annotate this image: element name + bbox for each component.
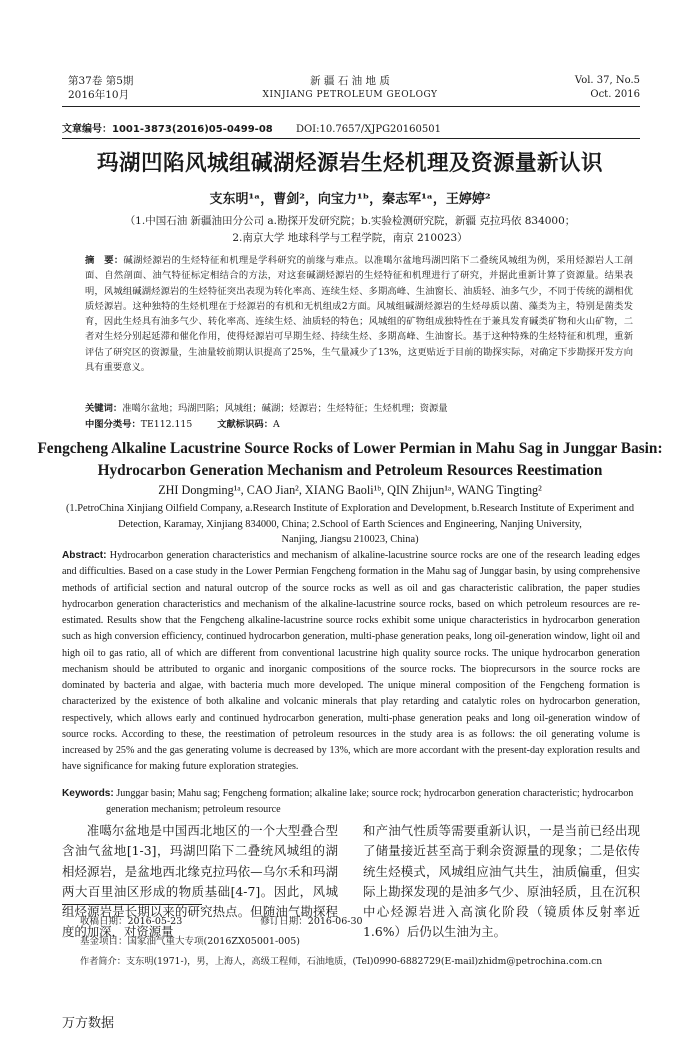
keywords-cn-label: 关键词：	[85, 403, 123, 414]
title-en-line: Fengcheng Alkaline Lacustrine Source Rocks of Lower Permian in Mahu Sag in Junggar Basin:	[37, 440, 663, 457]
authors-en: ZHI Dongming¹ᵃ, CAO Jian², XIANG Baoli¹ᵇ, QIN Zhijun¹ᵃ, WANG Tingting²	[158, 483, 542, 497]
abstract-cn-text: 碱湖烃源岩的生烃特征和机理是学科研究的前缘与难点。以准噶尔盆地玛湖凹陷下二叠统风城组为例，采用烃源岩人工剖面、自然剖面、油气特征标定相结合的方法，对这套碱湖烃源岩的生烃特征和机理进行了研究，并据此重新计算了资源量。结果表明，风城组碱湖烃源岩的生烃特征突出表现为转化率高、连续生烃、多期高峰、生油窗长、油质轻、油多气少，不同于传统的湖相优质烃源岩。这种独特的生烃机理在于烃源岩的有机和无机组成2方面。风城组碱湖烃源岩的生烃母质以菌、藻类为主，特别是菌类发育，因此生烃具有油多气少、转化率高、连续生烃、油质轻的特色；风城组的矿物组成独特性在于兼具发育碱类矿物和火山矿物，二者对生烃分别起延滞和催化作用，使得烃源岩可早期生烃、持续生烃、多期高峰、生油窗长。基于这种特殊的生烃特征和机理，重新评估了研究区的资源量，生油量较前期认识提高了25%，生气量减少了13%，这更贴近于目前的勘探实际，对确定下步勘探开发方向具有重要意义。	[85, 255, 633, 374]
affiliation-cn-line: 2.南京大学 地球科学与工程学院，南京 210023）	[232, 232, 468, 244]
keywords-cn-text: 准噶尔盆地；玛湖凹陷；风城组；碱湖；烃源岩；生烃特征；生烃机理；资源量	[122, 403, 448, 414]
date-en: Oct. 2016	[590, 89, 640, 100]
article-number-label: 文章编号：	[62, 124, 112, 135]
authors-cn: 支东明¹ᵃ，曹剑²，向宝力¹ᵇ，秦志军¹ᵃ，王婷婷²	[209, 192, 491, 207]
clc-code: TE112.115	[140, 419, 193, 430]
affiliations-en	[60, 501, 640, 548]
title-en	[0, 438, 700, 482]
affiliation-en-line: (1.PetroChina Xinjiang Oilfield Company, a.Research Institute of Exploration and Development, b.Research Institute of Experiment and	[65, 503, 635, 514]
keywords-en	[62, 786, 640, 818]
abstract-en-label: Abstract:	[62, 550, 107, 561]
abstract-en	[62, 548, 640, 776]
footnote-dates	[80, 913, 363, 927]
revised-date: 修订日期：2016-06-30	[260, 916, 363, 927]
volume-issue-en: Vol. 37, No.5	[574, 75, 640, 86]
footnote-author: 作者简介：支东明(1971-)，男，上海人，高级工程师，石油地质，(Tel)0990-6882729(E-mail)zhidm@petrochina.com.cn	[80, 956, 603, 967]
article-number: 1001-3873(2016)05-0499-08	[112, 124, 273, 135]
body-column-right	[363, 821, 640, 943]
keywords-en-continued: generation mechanism; petroleum resource	[106, 804, 281, 815]
abstract-en-text: Hydrocarbon generation characteristics and mechanism of alkaline-lacustrine source rocks are one of the research leading edges and difficulties. Based on a case study in the Lower Permian Fengcheng formation in the Mahu sag of Junggar basin, by using comprehensive methods of artificial section and natural outcrop of the source rocks as well as oil and gas characteristic calibration, the paper studies hydrocarbon generation characteristics and mechanism of the alkaline-lacustrine source rocks, based on which petroleum resources are re-estimated. Results show that the Fengcheng alkaline-lacustrine source rocks exhibit some unique characteristics in hydrocarbon generation such as high conversion efficiency, continued hydrocarbon generation, multi-phase generation peaks, long oil-generation window, light oil and high oil to gas ratio, all of which are different from conventional lacustrine high quality source rocks. The unique hydrocarbon generation mechanism should be attributed to organic and inorganic compositions of the source rocks. The bioprecursors in the source rocks are dominated by bacteria and algae, with bacteria much more developed. The unique mineral composition of the Fengcheng formation is characterized by the existence of both alkaline and volcanic minerals that play retarding and catalytic roles on hydrocarbon generation, respectively, which allows early and continued hydrocarbon generation, multi-phase generation peaks and long oil-generation window of source rocks. According to these, the reestimation of petroleum resources in the study area is as follows: the oil generating volume is increased by 25% and the gas generating volume is decreased by 13%, which are more accordant with the present-day exploration results and have significance for making future exploration strategies.	[62, 550, 640, 773]
journal-name-en: XINJIANG PETROLEUM GEOLOGY	[262, 90, 438, 100]
affiliation-en-line: Nanjing, Jiangsu 210023, China)	[281, 534, 419, 545]
title-en-line: Hydrocarbon Generation Mechanism and Petroleum Resources Reestimation	[97, 462, 603, 479]
abstract-cn	[85, 253, 633, 375]
journal-name-cn: 新 疆 石 油 地 质	[310, 75, 390, 87]
doi: DOI:10.7657/XJPG20160501	[295, 124, 441, 135]
header-rule	[62, 106, 640, 107]
article-ids	[62, 120, 441, 135]
volume-issue-cn: 第37卷 第5期	[68, 75, 134, 87]
keywords-en-label: Keywords:	[62, 788, 114, 799]
body-left-text: 准噶尔盆地是中国西北地区的一个大型叠合型含油气盆地[1-3]，玛湖凹陷下二叠统风城组的湖相烃源岩，是盆地西北缘克拉玛依—乌尔禾和玛湖两大百里油区形成的物质基础[4-7]。因此，风城组烃源岩是长期以来的研究热点。但随油气勘探程度的加深，对资源量	[62, 823, 338, 940]
watermark: 万方数据	[62, 1016, 115, 1031]
doc-code: A	[273, 419, 280, 430]
date-cn: 2016年10月	[68, 89, 130, 101]
keywords-en-text: Junggar basin; Mahu sag; Fengcheng formation; alkaline lake; source rock; hydrocarbon generation characteristic; hydrocarbon	[116, 788, 634, 799]
footnote-fund: 基金项目：国家油气重大专项(2016ZX05001-005)	[80, 936, 301, 947]
body-right-text: 和产油气性质等需要重新认识，一是当前已经出现了储量接近甚至高于剩余资源量的现象；二是依传统生烃模式，风城组应油气共生，油质偏重，但实际上勘探发现的是油多气少、原油轻质，且在沉积中心烃源岩进入高演化阶段（镜质体反射率近1.6%）后仍以生油为主。	[363, 823, 640, 940]
classification-cn	[85, 416, 280, 430]
title-cn: 玛湖凹陷风城组碱湖烃源岩生烃机理及资源量新认识	[96, 151, 603, 176]
abstract-cn-label: 摘 要：	[85, 255, 124, 266]
affiliations-cn	[0, 213, 700, 247]
footnote-rule	[62, 904, 202, 905]
ids-rule	[62, 138, 640, 139]
doc-code-label: 文献标识码：	[217, 419, 273, 430]
affiliation-cn-line: （1.中国石油 新疆油田分公司 a.勘探开发研究院；b.实验检测研究院，新疆 克拉玛依 834000；	[124, 215, 576, 227]
received-date: 收稿日期：2016-05-23	[80, 916, 183, 927]
affiliation-en-line: Detection, Karamay, Xinjiang 834000, China; 2.School of Earth Sciences and Engineering, Nanjing University,	[118, 518, 582, 530]
keywords-cn	[85, 400, 633, 414]
clc-label: 中图分类号：	[85, 419, 141, 430]
header-volume-en	[575, 74, 640, 102]
